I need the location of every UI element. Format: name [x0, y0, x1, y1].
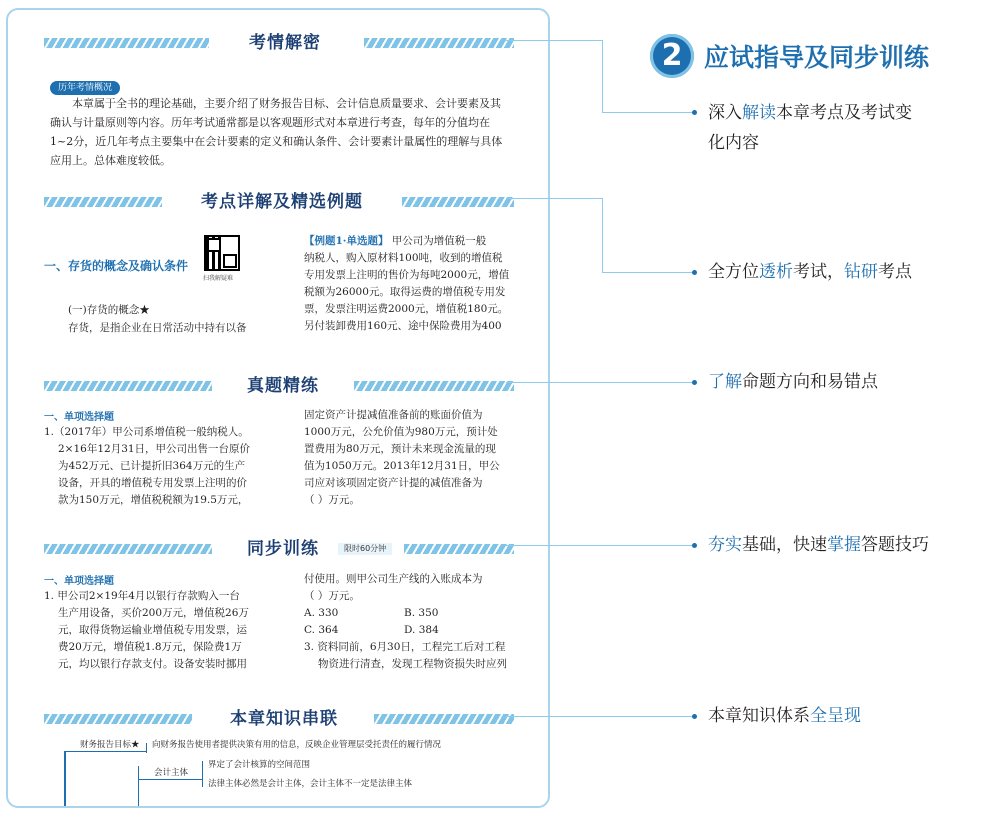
example-line: 专用发票上注明的售价为每吨2000元，增值: [304, 269, 510, 281]
sync-option-row: [304, 605, 534, 622]
sync-option: D. 384: [404, 624, 439, 636]
sync-q3-line: 3. 资料同前，6月30日，工程完工后对工程: [304, 641, 506, 653]
real-left-line: 为452万元、已计提折旧364万元的生产: [58, 460, 246, 472]
note-highlight: 夯实: [708, 535, 742, 555]
guide-note-5: [708, 701, 861, 731]
map-node-2-desc-1: 界定了会计核算的空间范围: [208, 760, 311, 770]
map-sub-trunk: [138, 766, 139, 806]
connector-line: [602, 112, 694, 113]
example-line: 甲公司为增值税一般: [391, 235, 487, 247]
guide-number-badge: 2: [650, 34, 694, 78]
note-text: 本章考点及考试变: [776, 103, 912, 123]
real-right-line: 司应对该项固定资产计提的减值准备为: [304, 477, 483, 489]
note-text: 化内容: [708, 133, 759, 153]
map-node-1: 财务报告目标★: [80, 740, 140, 750]
section-band-tongbu: [44, 538, 514, 560]
note-highlight: 掌握: [827, 535, 861, 555]
note-highlight: 了解: [708, 372, 742, 392]
real-left-line: 2×16年12月31日，甲公司出售一台原价: [58, 443, 251, 455]
real-left-line: 设备，开具的增值税专用发票上注明的价: [58, 477, 247, 489]
detail-sub: (一)存货的概念★: [68, 304, 150, 316]
connector-line: [506, 382, 694, 383]
note-text: 全方位: [708, 262, 759, 282]
overview-paragraph: [50, 94, 530, 170]
example-label: 【例题1·单选题】: [304, 235, 389, 247]
connector-dot: [692, 380, 697, 385]
guide-note-1: [708, 98, 912, 158]
book-page: [6, 8, 550, 808]
detail-heading: 一、存货的概念及确认条件: [44, 259, 189, 273]
guide-title: 应试指导及同步训练: [704, 43, 930, 72]
section-band-kaoqing: [44, 32, 514, 54]
section-title-kaoqing: 考情解密: [249, 33, 321, 53]
section-time-limit: 限时60分钟: [338, 543, 392, 555]
connector-dot: [692, 110, 697, 115]
overview-pill: 历年考情概况: [50, 81, 120, 95]
section-band-zhenti: [44, 375, 514, 397]
sync-right-line: （ ）万元。: [304, 590, 360, 602]
map-trunk: [64, 751, 66, 808]
overview-line: 应用上。总体难度较低。: [50, 154, 171, 167]
real-right-line: 值为1050万元。2013年12月31日，甲公: [304, 460, 500, 472]
connector-line: [506, 40, 602, 41]
overview-line: 确认与计量原则等内容。历年考试通常都是以客观题形式对本章进行考查，每年的分值均在: [50, 116, 490, 129]
map-sub-branch: [138, 779, 202, 780]
map-node-1-desc: 向财务报告使用者提供决策有用的信息，反映企业管理层受托责任的履行情况: [152, 740, 442, 750]
map-bracket: [146, 743, 147, 753]
section-title-chuanlian: 本章知识串联: [230, 709, 338, 729]
detail-body: 存货，是指企业在日常活动中持有以备: [68, 322, 247, 334]
note-highlight: 全呈现: [810, 706, 861, 726]
example-line: 纳税人，购入原材料100吨，收到的增值税: [304, 252, 503, 264]
note-text: 本章知识体系: [708, 706, 810, 726]
real-right-line: 1000万元，公允价值为980万元，预计处: [304, 426, 498, 438]
section-title-tongbu: 同步训练: [247, 539, 319, 559]
map-node-2: 会计主体: [154, 768, 189, 778]
connector-line: [506, 716, 694, 717]
note-highlight: 解读: [742, 103, 776, 123]
note-highlight: 透析: [759, 262, 793, 282]
qr-caption: 扫我解疑难: [203, 275, 234, 282]
real-right: [304, 407, 534, 509]
note-text: 深入: [708, 103, 742, 123]
connector-line: [602, 198, 603, 272]
connector-dot: [692, 714, 697, 719]
note-text: 命题方向和易错点: [742, 372, 878, 392]
real-right-line: 置费用为80万元，预计未来现金流量的现: [304, 443, 496, 455]
sync-left-line: 元，均以银行存款支付。设备安装时挪用: [58, 658, 247, 670]
overview-line: 本章属于全书的理论基础，主要介绍了财务报告目标、会计信息质量要求、会计要素及其: [72, 97, 501, 110]
note-text: 考试，: [793, 262, 844, 282]
sync-option-row: [304, 622, 534, 639]
connector-line: [602, 40, 603, 112]
qr-code[interactable]: [204, 235, 240, 271]
sync-option: B. 350: [404, 607, 439, 619]
example-block: [304, 233, 534, 335]
overview-line: 1~2分，近几年考点主要集中在会计要素的定义和确认条件、会计要素计量属性的理解与具体: [50, 135, 503, 148]
example-line: 税额为26000元。取得运费的增值税专用发: [304, 286, 506, 298]
example-line: 票，发票注明运费2000元，增值税180元。: [304, 303, 509, 315]
real-heading: 一、单项选择题: [44, 412, 114, 423]
sync-option: A. 330: [304, 607, 339, 619]
sync-left: [44, 588, 284, 673]
sync-right-line: 付使用。则甲公司生产线的入账成本为: [304, 573, 483, 585]
map-node-2-desc-2: 法律主体必然是会计主体，会计主体不一定是法律主体: [208, 779, 413, 789]
connector-line: [506, 545, 694, 546]
sync-option: C. 364: [304, 624, 339, 636]
guide-note-4: [708, 530, 929, 560]
section-band-chuanlian: [44, 708, 514, 730]
sync-left-line: 1. 甲公司2×19年4月以银行存款购入一台: [44, 590, 240, 602]
sync-left-line: 费20万元，增值税1.8万元，保险费1万: [58, 641, 242, 653]
connector-dot: [692, 270, 697, 275]
real-right-line: 固定资产计提减值准备前的账面价值为: [304, 409, 483, 421]
real-left-line: 款为150万元，增值税税额为19.5万元，: [58, 494, 249, 506]
connector-line: [506, 198, 602, 199]
real-right-line: （ ）万元。: [304, 494, 360, 506]
sync-left-line: 元，取得货物运输业增值税专用发票，运: [58, 624, 247, 636]
guide-note-3: [708, 367, 878, 397]
real-left: [44, 424, 284, 509]
section-band-kaodian: [44, 191, 514, 213]
example-line: 另付装卸费用160元、途中保险费用为400: [304, 320, 502, 332]
section-title-zhenti: 真题精练: [247, 376, 319, 396]
real-left-line: 1.（2017年）甲公司系增值税一般纳税人。: [44, 426, 249, 438]
map-bracket: [202, 761, 203, 787]
note-text: 答题技巧: [861, 535, 929, 555]
sync-right: [304, 571, 534, 673]
sync-left-line: 生产用设备，买价200万元，增值税26万: [58, 607, 249, 619]
sync-q3-line: 物资进行清查，发现工程物资损失时应列: [318, 658, 507, 670]
note-highlight: 钻研: [844, 262, 878, 282]
note-text: 基础，快速: [742, 535, 827, 555]
connector-dot: [692, 543, 697, 548]
guide-note-2: [708, 257, 912, 287]
section-title-kaodian: 考点详解及精选例题: [201, 192, 363, 212]
note-text: 考点: [878, 262, 912, 282]
connector-line: [602, 272, 694, 273]
sync-heading: 一、单项选择题: [44, 576, 114, 587]
map-branch: [64, 751, 146, 752]
